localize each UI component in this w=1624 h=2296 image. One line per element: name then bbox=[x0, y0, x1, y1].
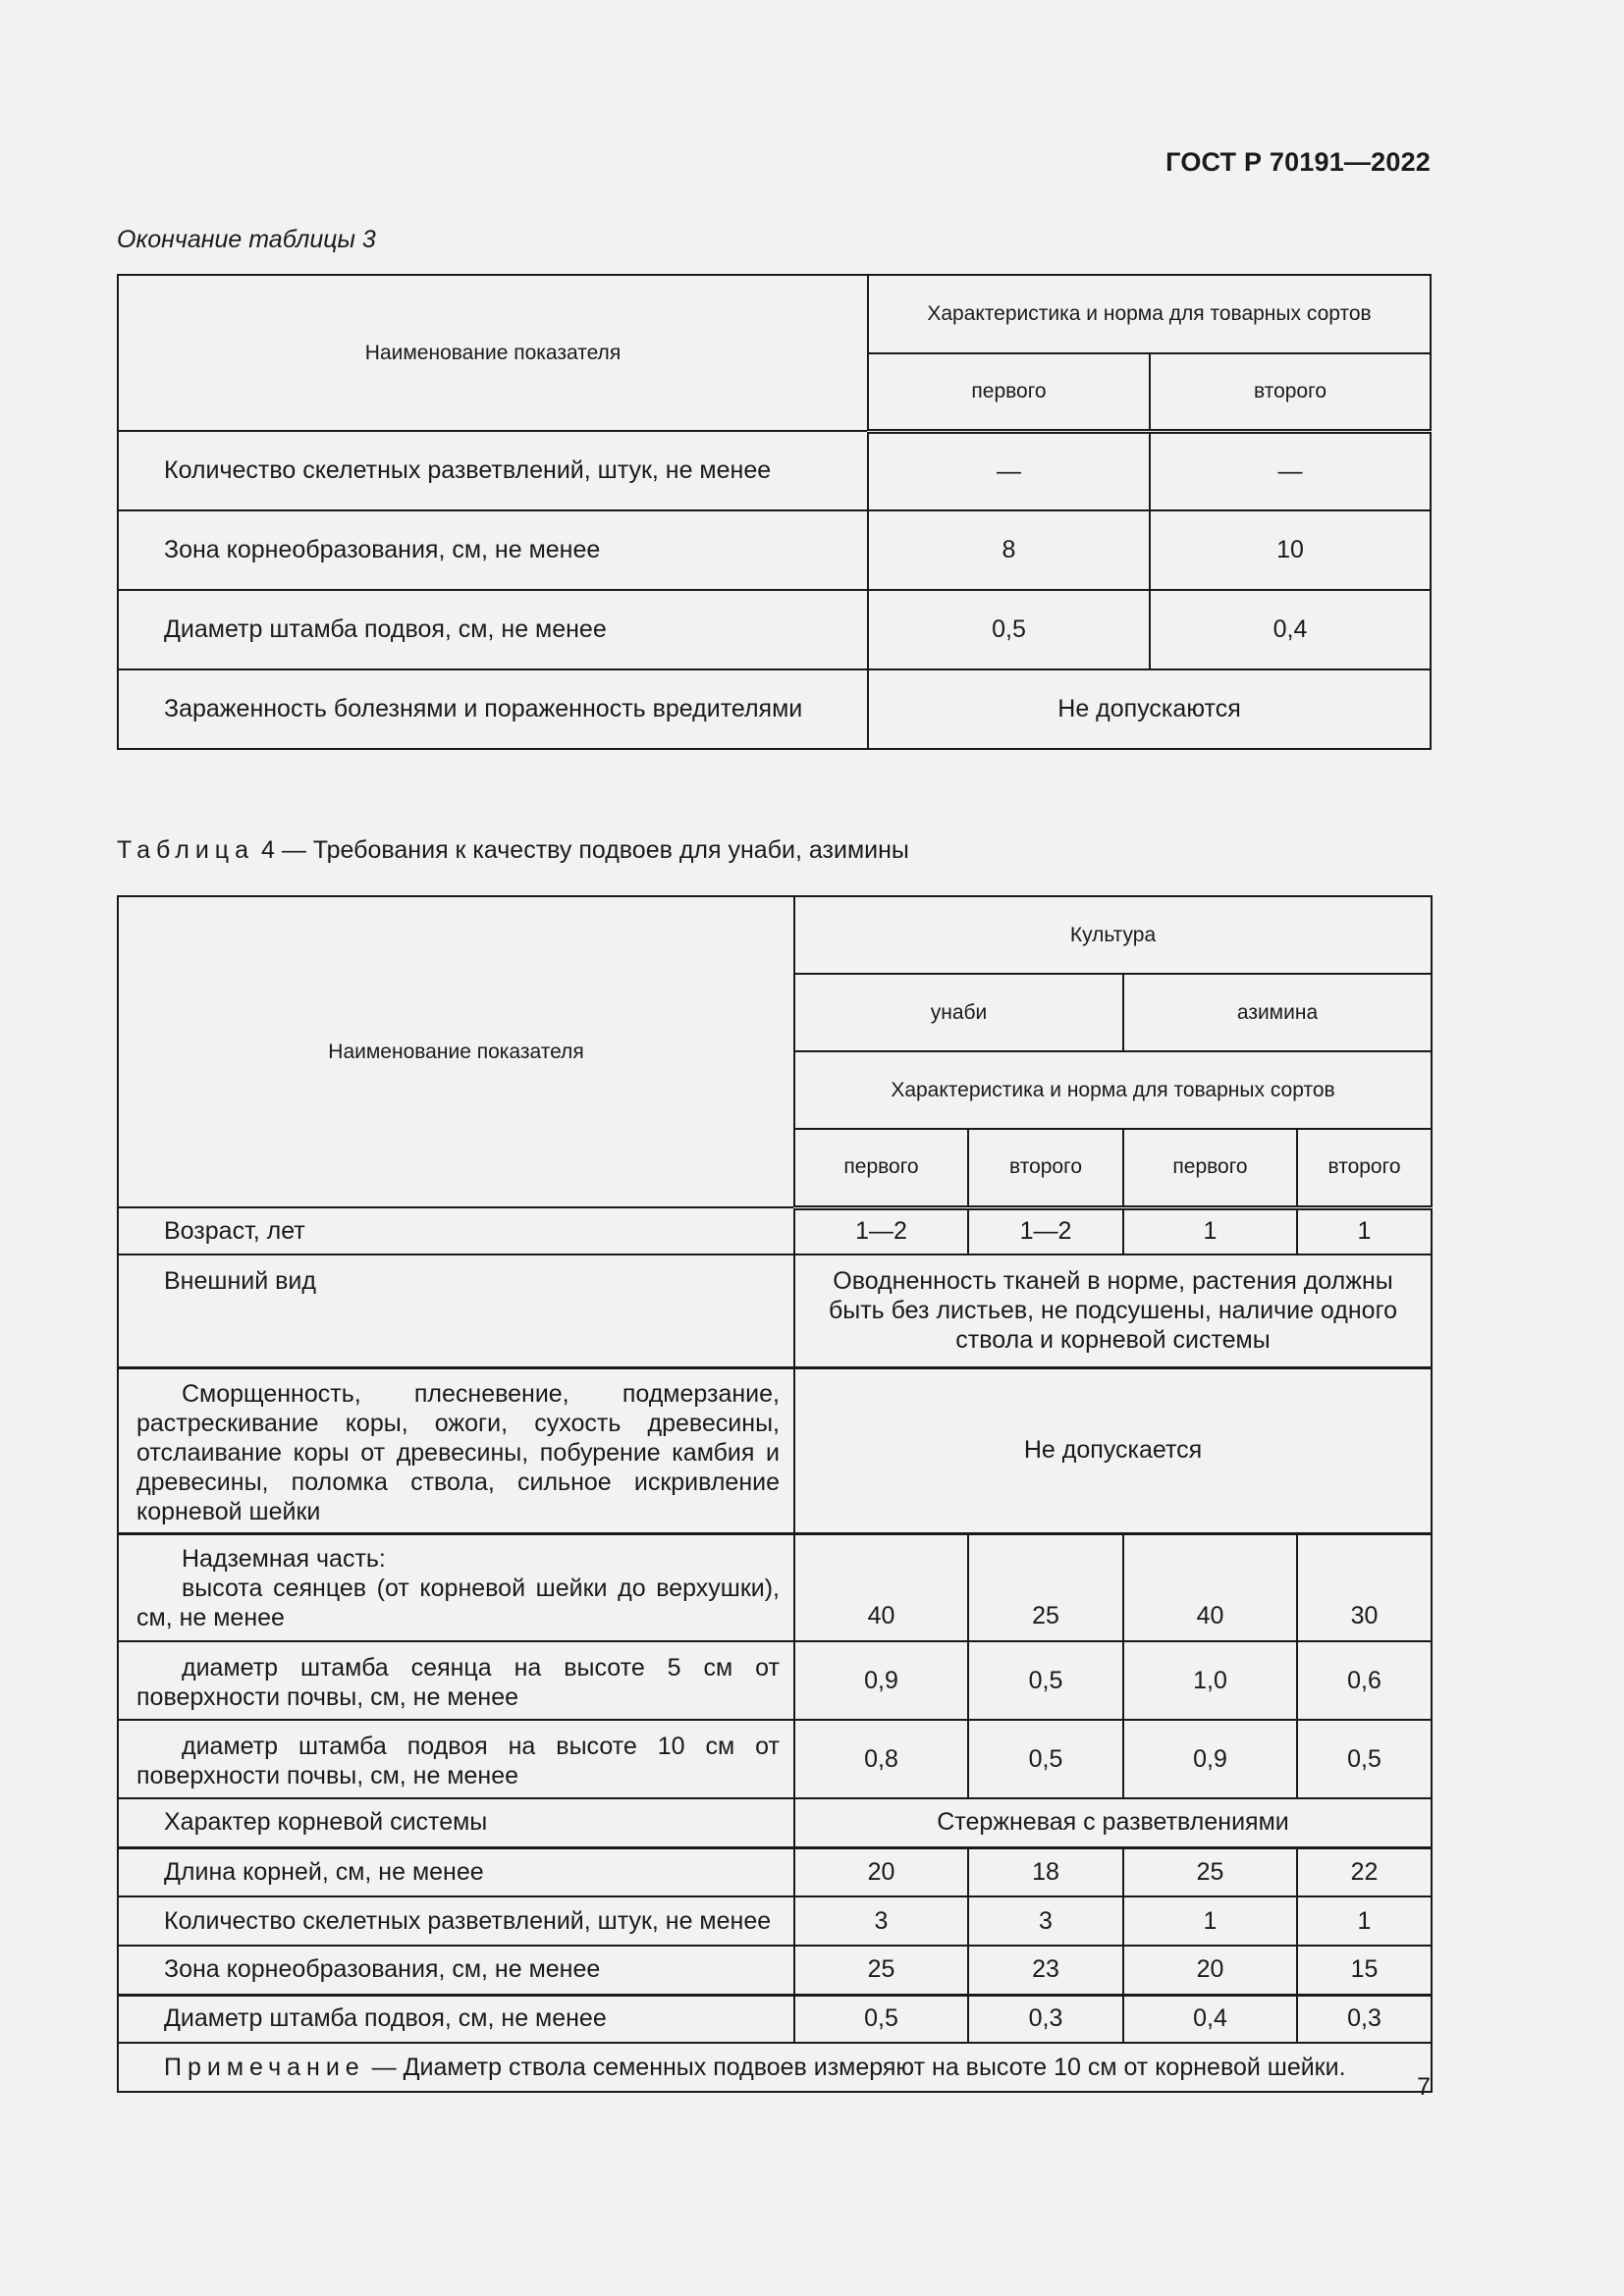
t4-header-first: первого bbox=[794, 1129, 968, 1207]
t3-cell: 0,4 bbox=[1150, 590, 1431, 669]
t4-cell: 1—2 bbox=[968, 1207, 1123, 1255]
t4-cell: 3 bbox=[968, 1896, 1123, 1946]
table-row bbox=[118, 669, 1431, 749]
table-4 bbox=[117, 895, 1433, 2093]
t4-above-ground-title: Надземная часть: bbox=[182, 1545, 386, 1574]
table-row bbox=[118, 1798, 1432, 1847]
t4-cell-merged: Стержневая с разветвлениями bbox=[794, 1798, 1432, 1847]
t4-cell: 0,5 bbox=[1297, 1720, 1432, 1798]
t4-cell: 22 bbox=[1297, 1847, 1432, 1896]
t4-row-label: Возраст, лет bbox=[118, 1207, 794, 1255]
t4-cell: 1 bbox=[1297, 1896, 1432, 1946]
t4-cell: 0,3 bbox=[968, 1995, 1123, 2043]
t4-header-second: второго bbox=[968, 1129, 1123, 1207]
t4-diam-seedling-text: диаметр штамба сеянца на высоте 5 см от поверхности почвы, см, не менее bbox=[136, 1654, 780, 1711]
t3-cell: — bbox=[868, 431, 1150, 510]
t4-row-label bbox=[118, 1641, 794, 1720]
t4-row-label: Внешний вид bbox=[118, 1255, 794, 1367]
table-row bbox=[118, 1255, 1432, 1367]
table3-continuation-label: Окончание таблицы 3 bbox=[117, 226, 376, 253]
table4-caption-text: 4 — Требования к качеству подвоев для унаби, азимины bbox=[254, 836, 909, 864]
table4-caption-prefix: Таблица bbox=[117, 836, 255, 864]
t3-row-label: Диаметр штамба подвоя, см, не менее bbox=[118, 590, 868, 669]
t3-row-label: Зараженность болезнями и пораженность вредителями bbox=[118, 669, 868, 749]
t4-row-label bbox=[118, 1720, 794, 1798]
t4-cell: 0,5 bbox=[794, 1995, 968, 2043]
t4-cell: 20 bbox=[1123, 1946, 1297, 1995]
t4-header-indicator: Наименование показателя bbox=[118, 896, 794, 1207]
t3-cell: 10 bbox=[1150, 510, 1431, 590]
t4-cell: 0,5 bbox=[968, 1720, 1123, 1798]
t4-header-second: второго bbox=[1297, 1129, 1432, 1207]
t4-header-group: Характеристика и норма для товарных сортов bbox=[794, 1051, 1432, 1129]
t3-row-label: Зона корнеобразования, см, не менее bbox=[118, 510, 868, 590]
t4-cell: 15 bbox=[1297, 1946, 1432, 1995]
t4-cell: 25 bbox=[794, 1946, 968, 1995]
t4-cell: 18 bbox=[968, 1847, 1123, 1896]
t4-header-culture: Культура bbox=[794, 896, 1432, 974]
t3-row-label: Количество скелетных разветвлений, штук, не менее bbox=[118, 431, 868, 510]
t4-row-label: Длина корней, см, не менее bbox=[118, 1847, 794, 1896]
table-row bbox=[118, 1720, 1432, 1798]
t4-cell: 1 bbox=[1123, 1896, 1297, 1946]
table-3 bbox=[117, 274, 1432, 750]
t4-row-label: Диаметр штамба подвоя, см, не менее bbox=[118, 1995, 794, 2043]
t4-above-ground-height: высота сеянцев (от корневой шейки до верхушки), см, не менее bbox=[136, 1575, 780, 1632]
t3-header-indicator: Наименование показателя bbox=[118, 275, 868, 431]
t4-cell: 0,4 bbox=[1123, 1995, 1297, 2043]
table-row bbox=[118, 1367, 1432, 1533]
t3-cell: — bbox=[1150, 431, 1431, 510]
table4-caption bbox=[117, 836, 909, 865]
t4-cell: 25 bbox=[968, 1533, 1123, 1641]
t4-row-label: Характер корневой системы bbox=[118, 1798, 794, 1847]
t4-cell: 30 bbox=[1297, 1533, 1432, 1641]
t4-header-first: первого bbox=[1123, 1129, 1297, 1207]
t4-cell: 3 bbox=[794, 1896, 968, 1946]
t4-cell: 0,3 bbox=[1297, 1995, 1432, 2043]
t3-header-second: второго bbox=[1150, 353, 1431, 431]
t3-cell-merged: Не допускаются bbox=[868, 669, 1431, 749]
t4-row-label: Зона корнеобразования, см, не менее bbox=[118, 1946, 794, 1995]
t4-header-azimina: азимина bbox=[1123, 974, 1432, 1051]
t4-cell: 1,0 bbox=[1123, 1641, 1297, 1720]
table-row bbox=[118, 590, 1431, 669]
page-number: 7 bbox=[1417, 2073, 1431, 2101]
table-row bbox=[118, 510, 1431, 590]
t4-cell: 40 bbox=[794, 1533, 968, 1641]
t4-cell: 0,6 bbox=[1297, 1641, 1432, 1720]
t4-cell-merged: Оводненность тканей в норме, растения должны быть без листьев, не подсушены, наличие одного ствола и корневой системы bbox=[794, 1255, 1432, 1367]
t4-cell: 40 bbox=[1123, 1533, 1297, 1641]
t4-row-label bbox=[118, 1367, 794, 1533]
t4-note-prefix: Примечание bbox=[164, 2053, 365, 2081]
t4-cell: 23 bbox=[968, 1946, 1123, 1995]
t4-cell: 20 bbox=[794, 1847, 968, 1896]
t4-row-label bbox=[118, 1533, 794, 1641]
table-row bbox=[118, 1847, 1432, 1896]
document-code: ГОСТ Р 70191—2022 bbox=[1165, 147, 1431, 177]
table-row bbox=[118, 1641, 1432, 1720]
table-row-note bbox=[118, 2043, 1432, 2092]
t4-header-unabi: унаби bbox=[794, 974, 1123, 1051]
t4-cell: 1 bbox=[1297, 1207, 1432, 1255]
t4-defects-text: Сморщенность, плесневение, подмерзание, растрескивание коры, ожоги, сухость древесины, отслаивание коры от древесины, побурение камбия и древесины, поломка ствола, сильное искривление корневой шейки bbox=[136, 1379, 780, 1525]
t3-header-first: первого bbox=[868, 353, 1150, 431]
table-row bbox=[118, 1995, 1432, 2043]
t4-diam-rootstock10-text: диаметр штамба подвоя на высоте 10 см от поверхности почвы, см, не менее bbox=[136, 1733, 780, 1789]
t3-header-group: Характеристика и норма для товарных сортов bbox=[868, 275, 1431, 353]
t4-cell: 0,9 bbox=[1123, 1720, 1297, 1798]
t4-note bbox=[118, 2043, 1432, 2092]
t4-cell: 0,5 bbox=[968, 1641, 1123, 1720]
t4-cell: 0,8 bbox=[794, 1720, 968, 1798]
t4-cell: 0,9 bbox=[794, 1641, 968, 1720]
table-row bbox=[118, 1207, 1432, 1255]
t4-cell: 1—2 bbox=[794, 1207, 968, 1255]
t4-cell: 25 bbox=[1123, 1847, 1297, 1896]
t3-cell: 8 bbox=[868, 510, 1150, 590]
t4-row-label: Количество скелетных разветвлений, штук, не менее bbox=[118, 1896, 794, 1946]
t4-cell: 1 bbox=[1123, 1207, 1297, 1255]
table-row bbox=[118, 1533, 1432, 1641]
t4-note-text: — Диаметр ствола семенных подвоев измеряют на высоте 10 см от корневой шейки. bbox=[364, 2053, 1346, 2081]
t3-cell: 0,5 bbox=[868, 590, 1150, 669]
table-row bbox=[118, 1946, 1432, 1995]
table-row bbox=[118, 431, 1431, 510]
t4-cell-merged: Не допускается bbox=[794, 1367, 1432, 1533]
table-row bbox=[118, 1896, 1432, 1946]
